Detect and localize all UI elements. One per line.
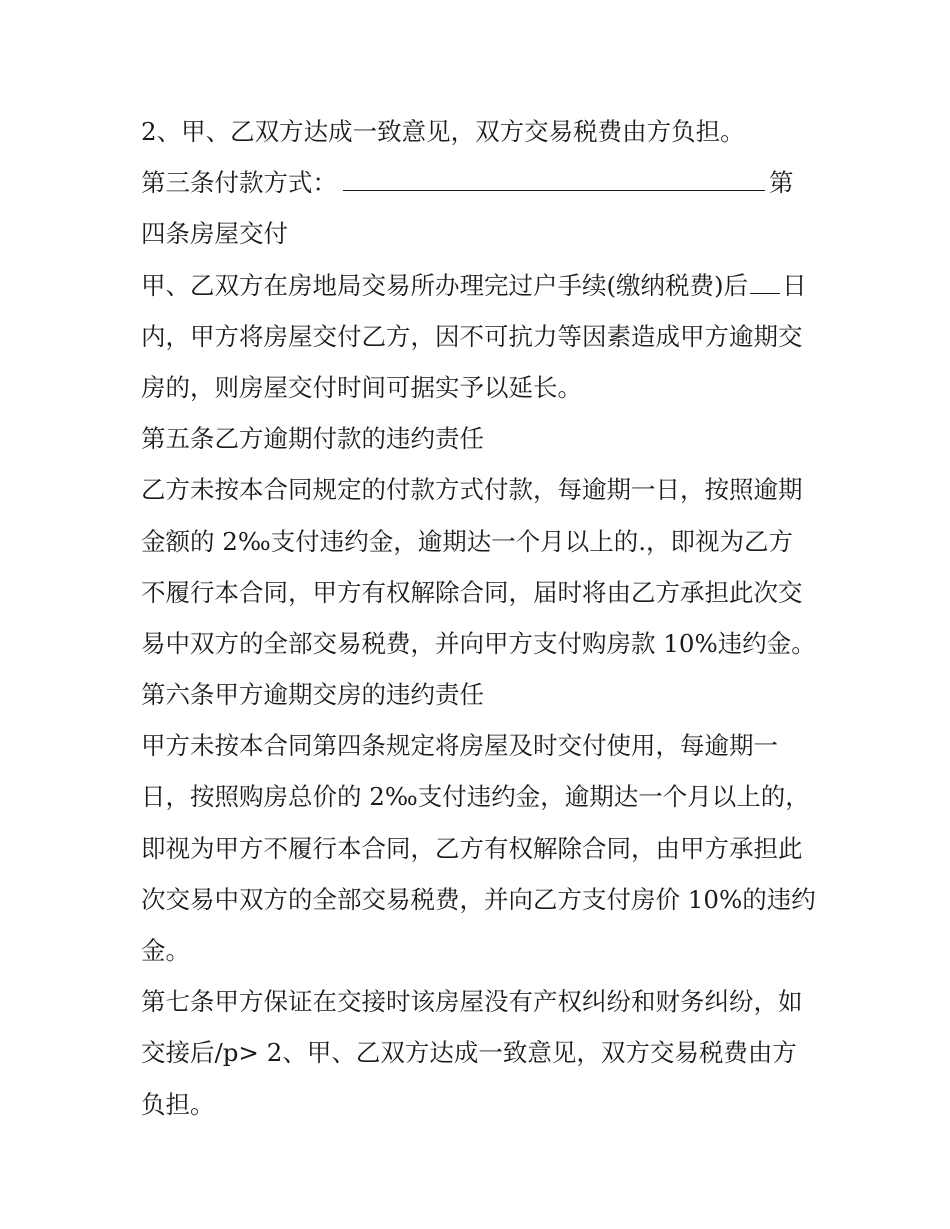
text-line: 内，甲方将房屋交付乙方，因不可抗力等因素造成甲方逾期交	[141, 321, 803, 351]
section-heading: 第五条乙方逾期付款的违约责任	[141, 424, 484, 454]
text-line: 金。	[141, 936, 190, 965]
text-line: 甲方未按本合同第四条规定将房屋及时交付使用，每逾期一	[141, 731, 778, 761]
text-line: 房的，则房屋交付时间可据实予以延长。	[141, 372, 582, 402]
payment-method-blank	[343, 170, 765, 191]
section-heading: 第六条甲方逾期交房的违约责任	[141, 680, 484, 710]
text-line: 次交易中双方的全部交易税费，并向乙方支付房价 10%的违约	[141, 884, 816, 914]
text-line: 第七条甲方保证在交接时该房屋没有产权纠纷和财务纠纷，如	[141, 987, 803, 1017]
payment-method-trailing: 第	[769, 168, 794, 198]
payment-method-label: 第三条付款方式：	[141, 168, 337, 198]
text-line: 金额的 2‰支付违约金，逾期达一个月以上的.，即视为乙方	[141, 526, 794, 556]
text-line: 2、甲、乙双方达成一致意见，双方交易税费由方负担。	[141, 117, 745, 146]
document-body	[141, 106, 821, 1130]
section-heading: 四条房屋交付	[141, 219, 288, 249]
text-line: 交接后/p> 2、甲、乙双方达成一致意见，双方交易税费由方	[141, 1038, 797, 1068]
text-line: 易中双方的全部交易税费，并向甲方支付购房款 10%违约金。	[141, 628, 816, 658]
delivery-days-text: 甲、乙双方在房地局交易所办理完过户手续(缴纳税费)后	[141, 270, 749, 300]
text-line: 不履行本合同，甲方有权解除合同，届时将由乙方承担此次交	[141, 577, 803, 607]
delivery-days-unit: 日	[782, 270, 807, 300]
delivery-days-blank	[750, 273, 780, 294]
text-line: 负担。	[141, 1089, 215, 1119]
text-line: 即视为甲方不履行本合同，乙方有权解除合同，由甲方承担此	[141, 833, 803, 863]
text-line: 日，按照购房总价的 2‰支付违约金，逾期达一个月以上的，	[141, 782, 810, 812]
text-line: 乙方未按本合同规定的付款方式付款，每逾期一日，按照逾期	[141, 475, 803, 505]
delivery-days-line	[141, 260, 821, 311]
payment-method-line	[141, 157, 821, 208]
